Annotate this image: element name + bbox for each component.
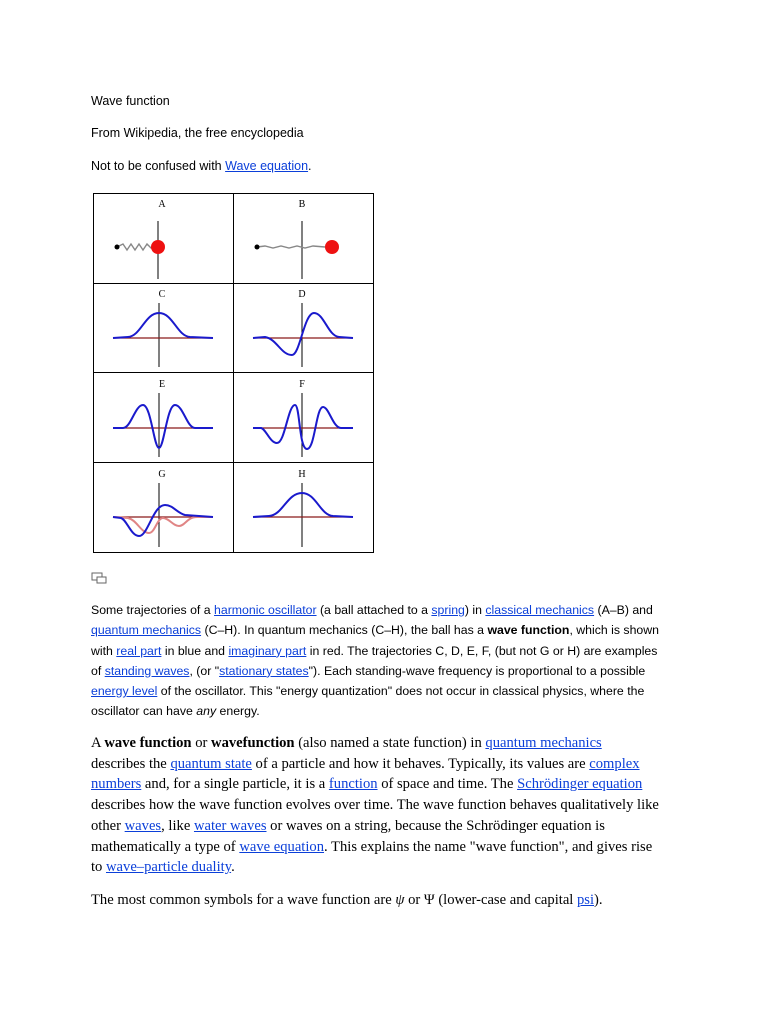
caption-line-4 — [91, 661, 681, 681]
body-text: or — [191, 735, 212, 751]
ball-a — [151, 240, 165, 254]
energy-level-link[interactable]: energy level — [91, 684, 158, 699]
body-text: A — [91, 735, 105, 751]
quantum-mechanics-link[interactable]: quantum mechanics — [485, 735, 602, 751]
wave-g-real — [113, 505, 213, 536]
body-text: . This explains the name "wave function", and gives rise — [324, 838, 653, 855]
article-title: Wave function — [91, 94, 170, 108]
complex-link[interactable]: complex — [589, 755, 640, 772]
figure-caption — [91, 600, 681, 722]
body-text: to — [91, 859, 106, 876]
panel-a — [115, 221, 166, 279]
label-h: H — [298, 469, 306, 480]
body-text: describes how the wave function evolves over time. The wave function behaves qualitatively like — [91, 797, 659, 814]
body-text: The most common symbols for a wave function are — [91, 892, 396, 908]
psi-symbol: ψ — [395, 892, 405, 908]
symbols-line — [91, 890, 691, 911]
caption-line-1 — [91, 600, 681, 620]
body-text: or waves on a string, because the Schrödinger equation is — [266, 817, 605, 834]
body-text: of space and time. The — [377, 776, 518, 793]
ball-b — [325, 240, 339, 254]
caption-text: , which is shown — [569, 623, 659, 638]
enlarge-icon[interactable] — [91, 572, 107, 584]
label-d: D — [298, 289, 306, 300]
body-text: or Ψ (lower-case and capital — [404, 892, 577, 908]
body-text: ). — [594, 892, 603, 908]
hatnote-prefix: Not to be confused with — [91, 159, 226, 173]
psi-link[interactable]: psi — [577, 892, 595, 908]
wave-equation-body-link[interactable]: wave equation — [239, 838, 325, 855]
wave-h-real — [253, 493, 353, 517]
anchor-dot-a — [115, 245, 120, 250]
hatnote — [91, 159, 312, 173]
label-b: B — [298, 199, 306, 210]
label-c: C — [158, 289, 166, 300]
spring-b — [257, 246, 325, 248]
caption-text: of the oscillator. This "energy quantization" does not occur in classical physics, where the — [157, 684, 645, 699]
spring-link[interactable]: spring — [431, 603, 465, 617]
caption-italic: any — [196, 704, 217, 719]
quantum-state-link[interactable]: quantum state — [170, 755, 252, 772]
standing-waves-link[interactable]: standing waves — [104, 663, 190, 678]
classical-mechanics-link[interactable]: classical mechanics — [485, 603, 595, 617]
caption-text: oscillator can have — [91, 704, 197, 719]
source-line: From Wikipedia, the free encyclopedia — [91, 126, 304, 140]
intro-paragraph — [91, 733, 691, 878]
wave-d-real — [253, 313, 353, 355]
symbols-paragraph — [91, 890, 691, 911]
label-a: A — [158, 199, 166, 210]
caption-line-2 — [91, 620, 681, 640]
intro-line-5 — [91, 816, 691, 837]
numbers-link[interactable]: numbers — [91, 776, 142, 793]
intro-line-7 — [91, 857, 691, 878]
stationary-states-link[interactable]: stationary states — [219, 663, 309, 678]
caption-text: ) in — [464, 603, 486, 617]
harmonic-oscillator-link[interactable]: harmonic oscillator — [214, 603, 317, 617]
intro-line-2 — [91, 754, 691, 775]
label-f: F — [299, 379, 305, 390]
body-text: describes the — [91, 755, 171, 772]
wave-function-term: wave function — [104, 735, 192, 751]
caption-text: in red. The trajectories C, D, E, F, (but not G or H) are examples — [306, 643, 658, 658]
anchor-dot-b — [255, 245, 260, 250]
hatnote-suffix: . — [308, 159, 312, 173]
caption-text: energy. — [216, 704, 260, 719]
quantum-mechanics-caption-link[interactable]: quantum mechanics — [91, 623, 202, 638]
imaginary-part-link[interactable]: imaginary part — [228, 643, 307, 658]
label-g: G — [158, 469, 166, 480]
waves-link[interactable]: waves — [124, 817, 162, 834]
caption-text: (C–H). In quantum mechanics (C–H), the ball has a — [201, 623, 488, 638]
body-text: (also named a state function) in — [294, 735, 486, 751]
water-waves-link[interactable]: water waves — [193, 817, 267, 834]
intro-line-6 — [91, 837, 691, 858]
real-part-link[interactable]: real part — [116, 643, 162, 658]
oscillator-figure — [93, 193, 374, 553]
body-text: of a particle and how it behaves. Typically, its values are — [251, 755, 590, 772]
wavefunction-term: wavefunction — [211, 735, 295, 751]
wave-equation-link[interactable]: Wave equation — [225, 159, 309, 173]
caption-text: in blue and — [161, 643, 229, 658]
caption-text: "). Each standing-wave frequency is proportional to a possible — [308, 663, 646, 678]
caption-text: with — [91, 643, 117, 658]
body-text: . — [231, 859, 235, 876]
schrodinger-equation-link[interactable]: Schrödinger equation — [517, 776, 643, 793]
caption-line-5 — [91, 681, 681, 701]
caption-line-6 — [91, 701, 681, 721]
wave-particle-duality-link[interactable]: wave–particle duality — [106, 859, 232, 876]
body-text: , like — [161, 817, 194, 834]
caption-text: (a ball attached to a — [316, 603, 432, 617]
intro-line-3 — [91, 774, 691, 795]
body-text: other — [91, 817, 125, 834]
wave-c-real — [113, 313, 213, 338]
body-text: mathematically a type of — [91, 838, 240, 855]
caption-text: Some trajectories of a — [91, 603, 215, 617]
wave-f-real — [253, 405, 353, 449]
wave-e-real — [113, 405, 213, 448]
wave-function-bold: wave function — [487, 623, 570, 638]
intro-line-1 — [91, 733, 691, 754]
caption-text: , (or " — [189, 663, 220, 678]
function-link[interactable]: function — [328, 776, 378, 793]
caption-line-3 — [91, 641, 681, 661]
panel-b — [255, 221, 340, 279]
label-e: E — [158, 379, 166, 390]
intro-line-4 — [91, 795, 691, 816]
caption-text: of — [91, 663, 105, 678]
caption-text: (A–B) and — [594, 603, 653, 617]
body-text: and, for a single particle, it is a — [141, 776, 329, 793]
